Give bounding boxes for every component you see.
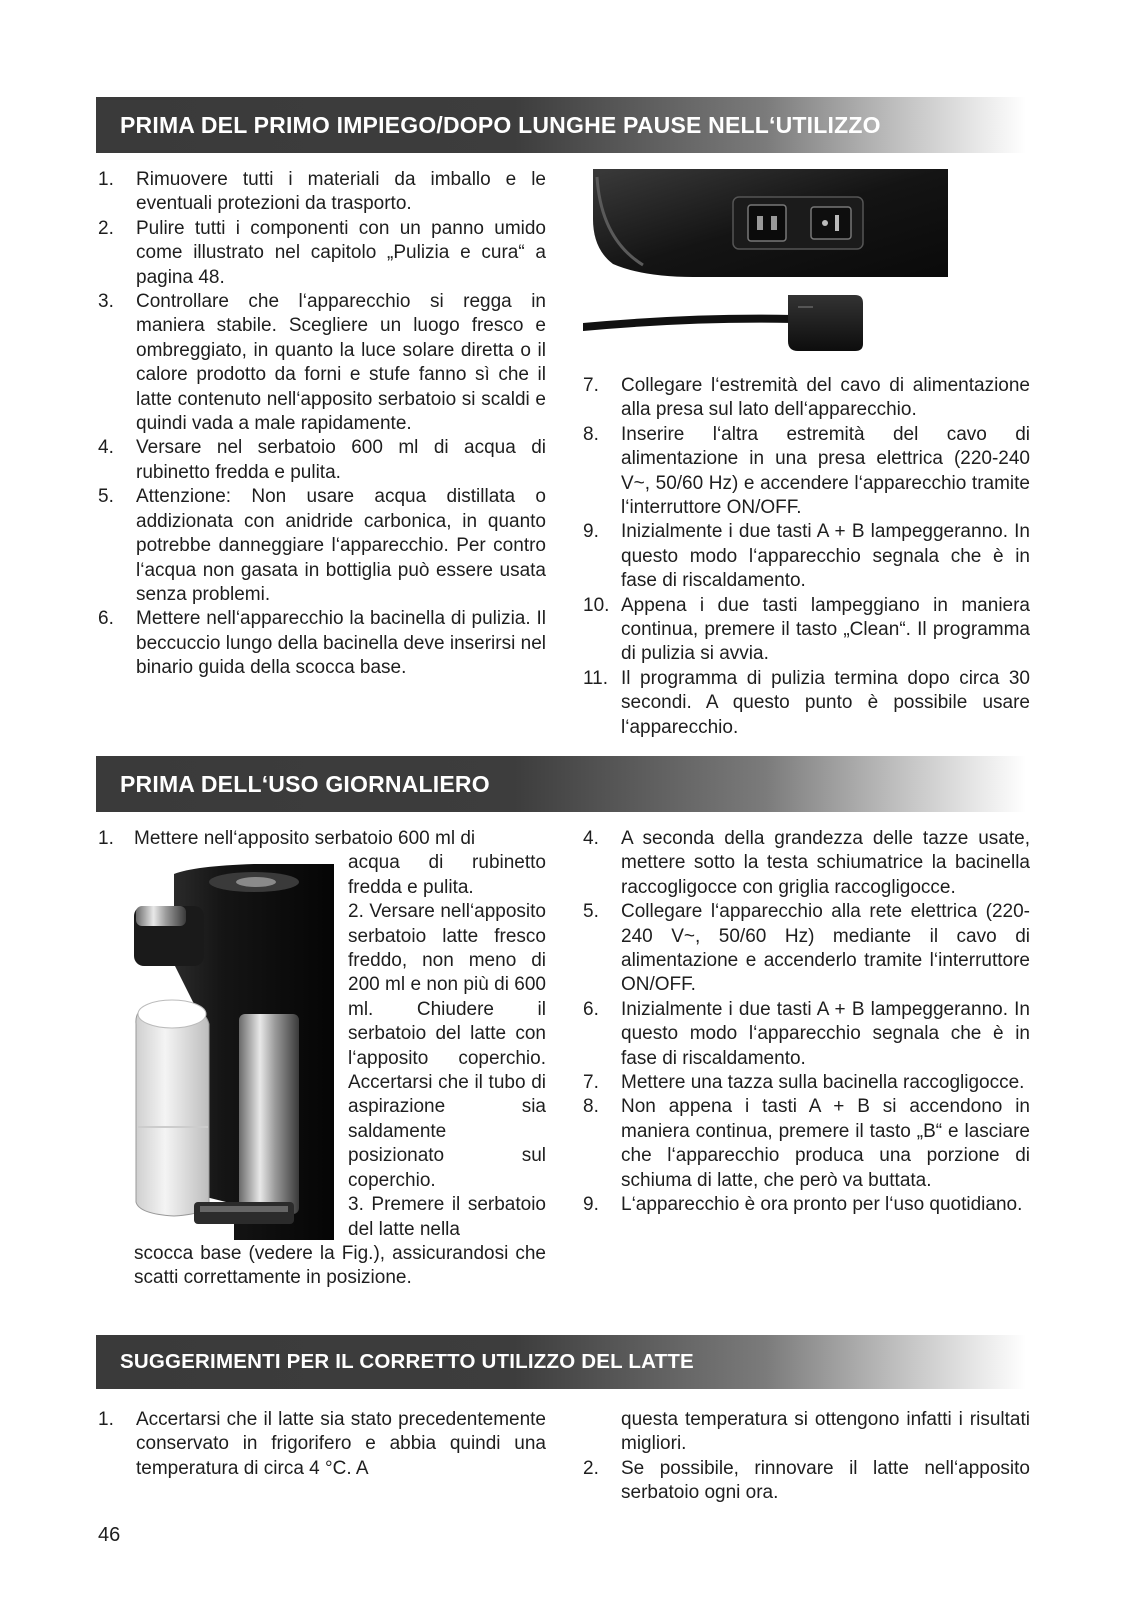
instruction-list [98, 1408, 546, 1481]
list-item: 4. Versare nel serbatoio 600 ml di acqua di rubinetto fredda e pulita. [98, 437, 546, 483]
list-item: 1. Accertarsi che il latte sia stato precedentemente conservato in frigorifero e abbia quindi una temperatura di circa 4 °C. A [98, 1409, 546, 1479]
power-connector-photo [583, 169, 948, 364]
list-item: 1. Mettere nell‘apposito serbatoio 600 ml di [98, 828, 476, 849]
instruction-list [583, 374, 1030, 740]
section1-left-column [98, 168, 546, 681]
section-title: PRIMA DELL‘USO GIORNALIERO [120, 770, 490, 797]
list-item: 2. Se possibile, rinnovare il latte nell‘apposito serbatoio ogni ora. [583, 1457, 1030, 1504]
instruction-list [583, 1457, 1030, 1506]
list-item: 2. Pulire tutti i componenti con un panno umido come illustrato nel capitolo „Pulizia e cura“ a pagina 48. [98, 217, 546, 288]
section3-left-column [98, 1408, 546, 1481]
milk-frother-illustration [134, 864, 334, 1240]
section3-right-column [583, 1408, 1030, 1506]
list-item-continuation: scocca base (vedere la Fig.), assicurandosi che scatti correttamente in posizione. [134, 1242, 546, 1289]
list-item: 3. Premere il serbatoio del latte nella [348, 1194, 546, 1240]
list-item: 6. Inizialmente i due tasti A + B lampeggeranno. In questo modo l‘apparecchio segnala che è in fase di riscaldamento. [583, 998, 1030, 1069]
list-item: 4. A seconda della grandezza delle tazze usate, mettere sotto la testa schiumatrice la bacinella raccogligocce con griglia raccogligocce. [583, 828, 1030, 898]
list-item: 2. Versare nell‘apposito serbatoio latte fresco freddo, non meno di 200 ml e non più di 600 ml. Chiudere il serbatoio del latte con l‘apposito coperchio. Accertarsi che il tubo di aspirazione sia saldamente posizionato sul coperchio. [348, 901, 546, 1191]
list-item: 9. Inizialmente i due tasti A + B lampeggeranno. In questo modo l‘apparecchio segnala che è in fase di riscaldamento. [583, 521, 1030, 592]
list-item: 8. Inserire l‘altra estremità del cavo di alimentazione in una presa elettrica (220-240 V~, 50/60 Hz) e accendere l‘apparecchio tramite l‘interruttore ON/OFF. [583, 423, 1030, 519]
list-item: 8. Non appena i tasti A + B si accendono in maniera continua, premere il tasto „B“ e lasciare che l‘apparecchio produca una porzione di schiuma di latte, che però va buttata. [583, 1096, 1030, 1191]
list-item: 5. Attenzione: Non usare acqua distillata o addizionata con anidride carbonica, in quanto potrebbe danneggiare l‘apparecchio. Per contro l‘acqua non gasata in bottiglia può essere usata senza problemi. [98, 486, 546, 605]
section-heading-daily-use [96, 756, 1026, 812]
section-title: PRIMA DEL PRIMO IMPIEGO/DOPO LUNGHE PAUSE NELL‘UTILIZZO [120, 111, 881, 138]
section-heading-first-use [96, 97, 1026, 153]
list-item: 9. L‘apparecchio è ora pronto per l‘uso quotidiano. [583, 1194, 1023, 1216]
list-item: 6. Mettere nell‘apparecchio la bacinella di pulizia. Il beccuccio lungo della bacinella deve inserirsi nel binario guida della scocca base. [98, 608, 546, 679]
power-connector-illustration [583, 169, 948, 364]
list-item-continuation: questa temperatura si ottengono infatti i risultati migliori. [621, 1409, 1030, 1455]
section-title: SUGGERIMENTI PER IL CORRETTO UTILIZZO DEL LATTE [120, 1349, 694, 1373]
section-heading-milk-tips [96, 1335, 1026, 1389]
list-item: 1. Rimuovere tutti i materiali da imballo e le eventuali protezioni da trasporto. [98, 169, 546, 215]
milk-frother-machine-photo [134, 864, 334, 1240]
list-item: 11. Il programma di pulizia termina dopo circa 30 secondi. A questo punto è possibile usare l‘apparecchio. [583, 667, 1030, 738]
list-item: 10. Appena i due tasti lampeggiano in maniera continua, premere il tasto „Clean“. Il programma di pulizia si avvia. [583, 594, 1030, 665]
list-item: 3. Controllare che l‘apparecchio si regga in maniera stabile. Scegliere un luogo fresco e ombreggiato, in quanto la luce solare diretta o il calore prodotto da forni e stufe fanno sì che il latte contenuto nell‘apposito serbatoio si scaldi e quindi vada a male rapidamente. [98, 291, 546, 435]
list-item: 7. Collegare l‘estremità del cavo di alimentazione alla presa sul lato dell‘apparecchio. [583, 375, 1030, 421]
section1-right-column [583, 374, 1030, 740]
page-number: 46 [98, 1524, 121, 1546]
instruction-list [583, 827, 1030, 1218]
list-item-continuation: acqua di rubinetto fredda e pulita. [348, 852, 546, 898]
list-item: 7. Mettere una tazza sulla bacinella raccogligocce. [583, 1072, 1025, 1094]
instruction-list [98, 168, 546, 681]
section2-right-column [583, 827, 1030, 1218]
list-item: 5. Collegare l‘apparecchio alla rete elettrica (220-240 V~, 50/60 Hz) mediante il cavo di alimentazione e accenderlo tramite l‘interruttore ON/OFF. [583, 901, 1030, 996]
